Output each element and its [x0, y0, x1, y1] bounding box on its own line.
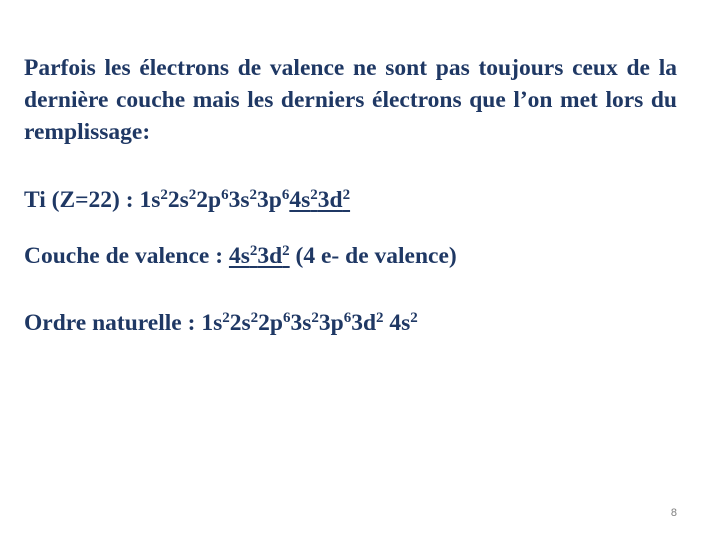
electron-count: 2 — [249, 187, 257, 203]
orbital-term: 4s — [383, 310, 411, 336]
orbital-term: 3s — [228, 187, 250, 213]
natural-order-label: Ordre naturelle : — [24, 310, 202, 336]
electron-count: 2 — [310, 187, 318, 203]
electron-count: 2 — [160, 187, 168, 203]
natural-order-line — [24, 310, 418, 337]
orbital-term: 2p — [196, 187, 222, 213]
orbital-term: 3d — [317, 187, 343, 213]
orbital-term: 4s — [289, 187, 311, 213]
orbital-term: 3p — [257, 187, 282, 213]
electron-count: 6 — [282, 310, 291, 326]
electron-count: 6 — [343, 310, 352, 326]
electron-count: 2 — [376, 310, 384, 326]
valence-label: Couche de valence : — [24, 243, 229, 269]
orbital-term: 2p — [258, 310, 283, 336]
titanium-configuration-line — [24, 187, 386, 214]
electron-count: 2 — [342, 187, 351, 203]
electron-count: 2 — [249, 243, 258, 259]
orbital-term: 3p — [318, 310, 344, 336]
electron-count: 2 — [222, 310, 230, 326]
titanium-valence-underlined — [289, 187, 350, 213]
orbital-term: 1s — [201, 310, 223, 336]
electron-count: 6 — [281, 187, 290, 203]
orbital-term: 2s — [229, 310, 251, 336]
valence-config-underlined — [229, 243, 290, 269]
titanium-config — [139, 187, 289, 213]
natural-order-config — [201, 310, 417, 336]
electron-count: 6 — [221, 187, 229, 203]
electron-count: 2 — [188, 187, 197, 203]
valence-note: (4 e- de valence) — [289, 243, 457, 269]
electron-count: 2 — [311, 310, 319, 326]
valence-shell-line — [24, 243, 457, 270]
orbital-term: 2s — [167, 187, 189, 213]
electron-count: 2 — [410, 310, 418, 326]
orbital-term: 3d — [351, 310, 377, 336]
electron-count: 2 — [250, 310, 259, 326]
orbital-term: 4s — [228, 243, 250, 269]
page-number: 8 — [670, 507, 677, 519]
orbital-term: 1s — [139, 187, 161, 213]
electron-count: 2 — [282, 243, 290, 259]
orbital-term: 3s — [290, 310, 312, 336]
orbital-term: 3d — [257, 243, 283, 269]
titanium-label: Ti (Z=22) : — [24, 187, 140, 213]
intro-paragraph: Parfois les électrons de valence ne sont pas toujours ceux de la dernière couche mais les derniers électrons que l’on met lors du remplissage: — [24, 55, 677, 145]
